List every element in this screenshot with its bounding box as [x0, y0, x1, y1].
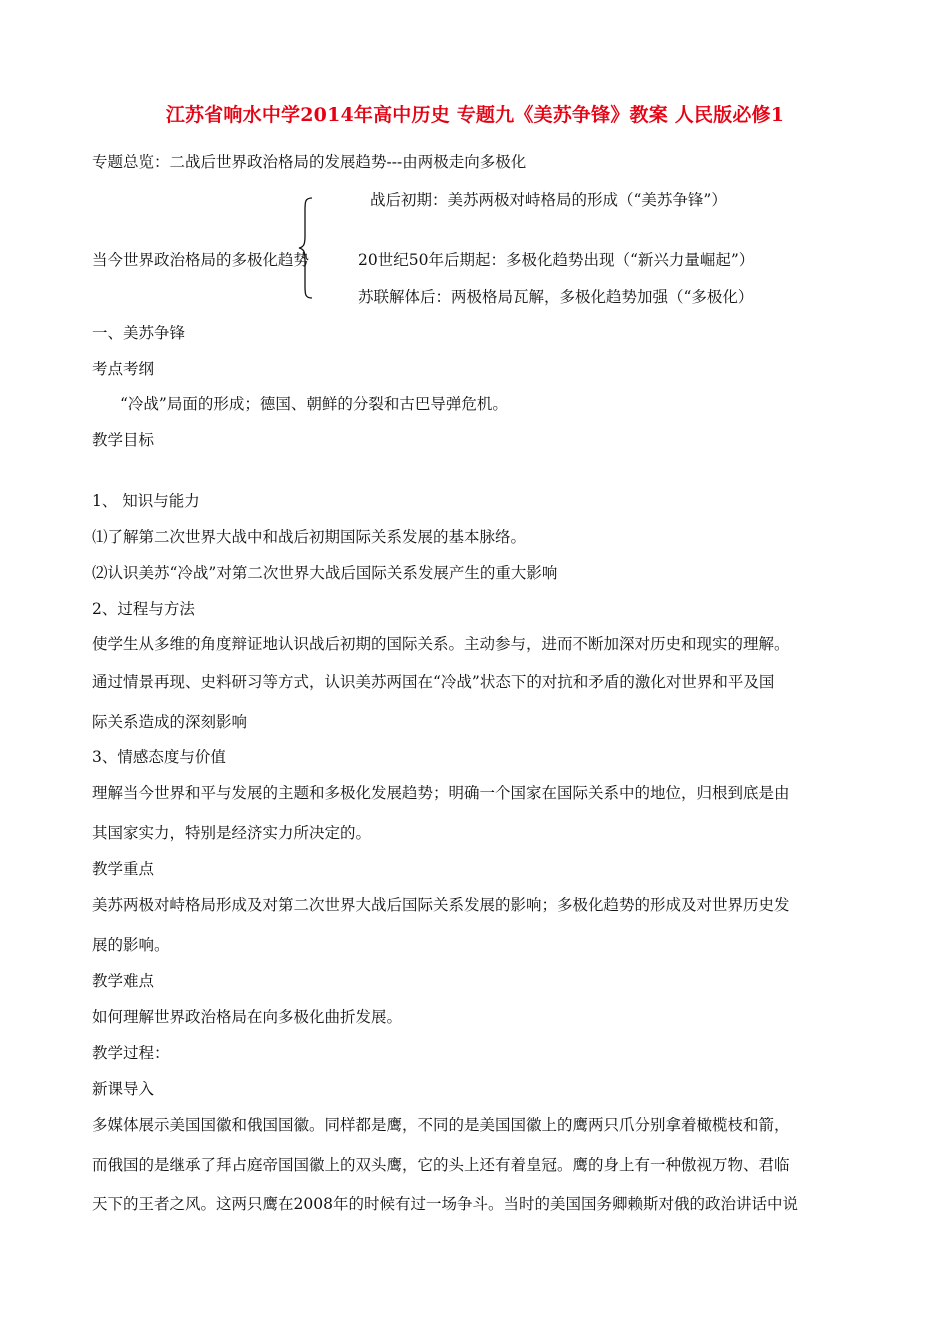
goal-2b: 通过情景再现、史料研习等方式，认识美苏两国在“冷战”状态下的对抗和矛盾的激化对世界和平及国 — [92, 673, 775, 691]
kaodian-text: “冷战”局面的形成；德国、朝鲜的分裂和古巴导弹危机。 — [120, 395, 508, 413]
goal-2a: 使学生从多维的角度辩证地认识战后初期的国际关系。主动参与，进而不断加深对历史和现实的理解。 — [92, 635, 790, 653]
tree-branch-1950s: 20世纪50年后期起：多极化趋势出现（“新兴力量崛起”） — [358, 251, 755, 269]
nandian-1: 如何理解世界政治格局在向多极化曲折发展。 — [92, 1008, 403, 1026]
heading-guocheng: 教学过程： — [92, 1044, 170, 1062]
goal-1a: ⑴了解第二次世界大战中和战后初期国际关系发展的基本脉络。 — [92, 528, 527, 546]
heading-nandian: 教学难点 — [92, 972, 155, 990]
document-title: 江苏省响水中学2014年高中历史 专题九《美苏争锋》教案 人民版必修1 — [165, 104, 785, 126]
tree-root: 当今世界政治格局的多极化趋势 — [92, 251, 310, 269]
heading-mubiao: 教学目标 — [92, 431, 155, 449]
heading-zhongdian: 教学重点 — [92, 860, 155, 878]
section-heading-1: 一、美苏争锋 — [92, 324, 186, 342]
tree-branch-post-ussr: 苏联解体后：两极格局瓦解，多极化趋势加强（“多极化） — [358, 288, 754, 306]
overview-line: 专题总览：二战后世界政治格局的发展趋势---由两极走向多极化 — [92, 153, 527, 171]
zhongdian-2: 展的影响。 — [92, 936, 170, 954]
goal-3a: 理解当今世界和平与发展的主题和多极化发展趋势；明确一个国家在国际关系中的地位，归根到底是由 — [92, 784, 790, 802]
heading-kaodian: 考点考纲 — [92, 360, 155, 378]
curly-brace-icon — [296, 196, 316, 300]
goal-3b: 其国家实力，特别是经济实力所决定的。 — [92, 824, 372, 842]
intro-paragraph-line-2: 而俄国的是继承了拜占庭帝国国徽上的双头鹰，它的头上还有着皇冠。鹰的身上有一种傲视万物、君临 — [92, 1156, 790, 1174]
goal-1b: ⑵认识美苏“冷战”对第二次世界大战后国际关系发展产生的重大影响 — [92, 564, 558, 582]
goal-3-heading: 3、情感态度与价值 — [92, 748, 226, 766]
intro-paragraph-line-1: 多媒体展示美国国徽和俄国国徽。同样都是鹰，不同的是美国国徽上的鹰两只爪分别拿着橄榄枝和箭， — [92, 1116, 790, 1134]
heading-daoru: 新课导入 — [92, 1080, 155, 1098]
goal-1-heading: 1、 知识与能力 — [92, 492, 200, 510]
tree-branch-postwar: 战后初期：美苏两极对峙格局的形成（“美苏争锋”） — [370, 191, 727, 209]
goal-2c: 际关系造成的深刻影响 — [92, 713, 248, 731]
goal-2-heading: 2、过程与方法 — [92, 600, 195, 618]
intro-paragraph-line-3: 天下的王者之风。这两只鹰在2008年的时候有过一场争斗。当时的美国国务卿赖斯对俄的政治讲话中说 — [92, 1195, 798, 1213]
zhongdian-1: 美苏两极对峙格局形成及对第二次世界大战后国际关系发展的影响；多极化趋势的形成及对世界历史发 — [92, 896, 790, 914]
